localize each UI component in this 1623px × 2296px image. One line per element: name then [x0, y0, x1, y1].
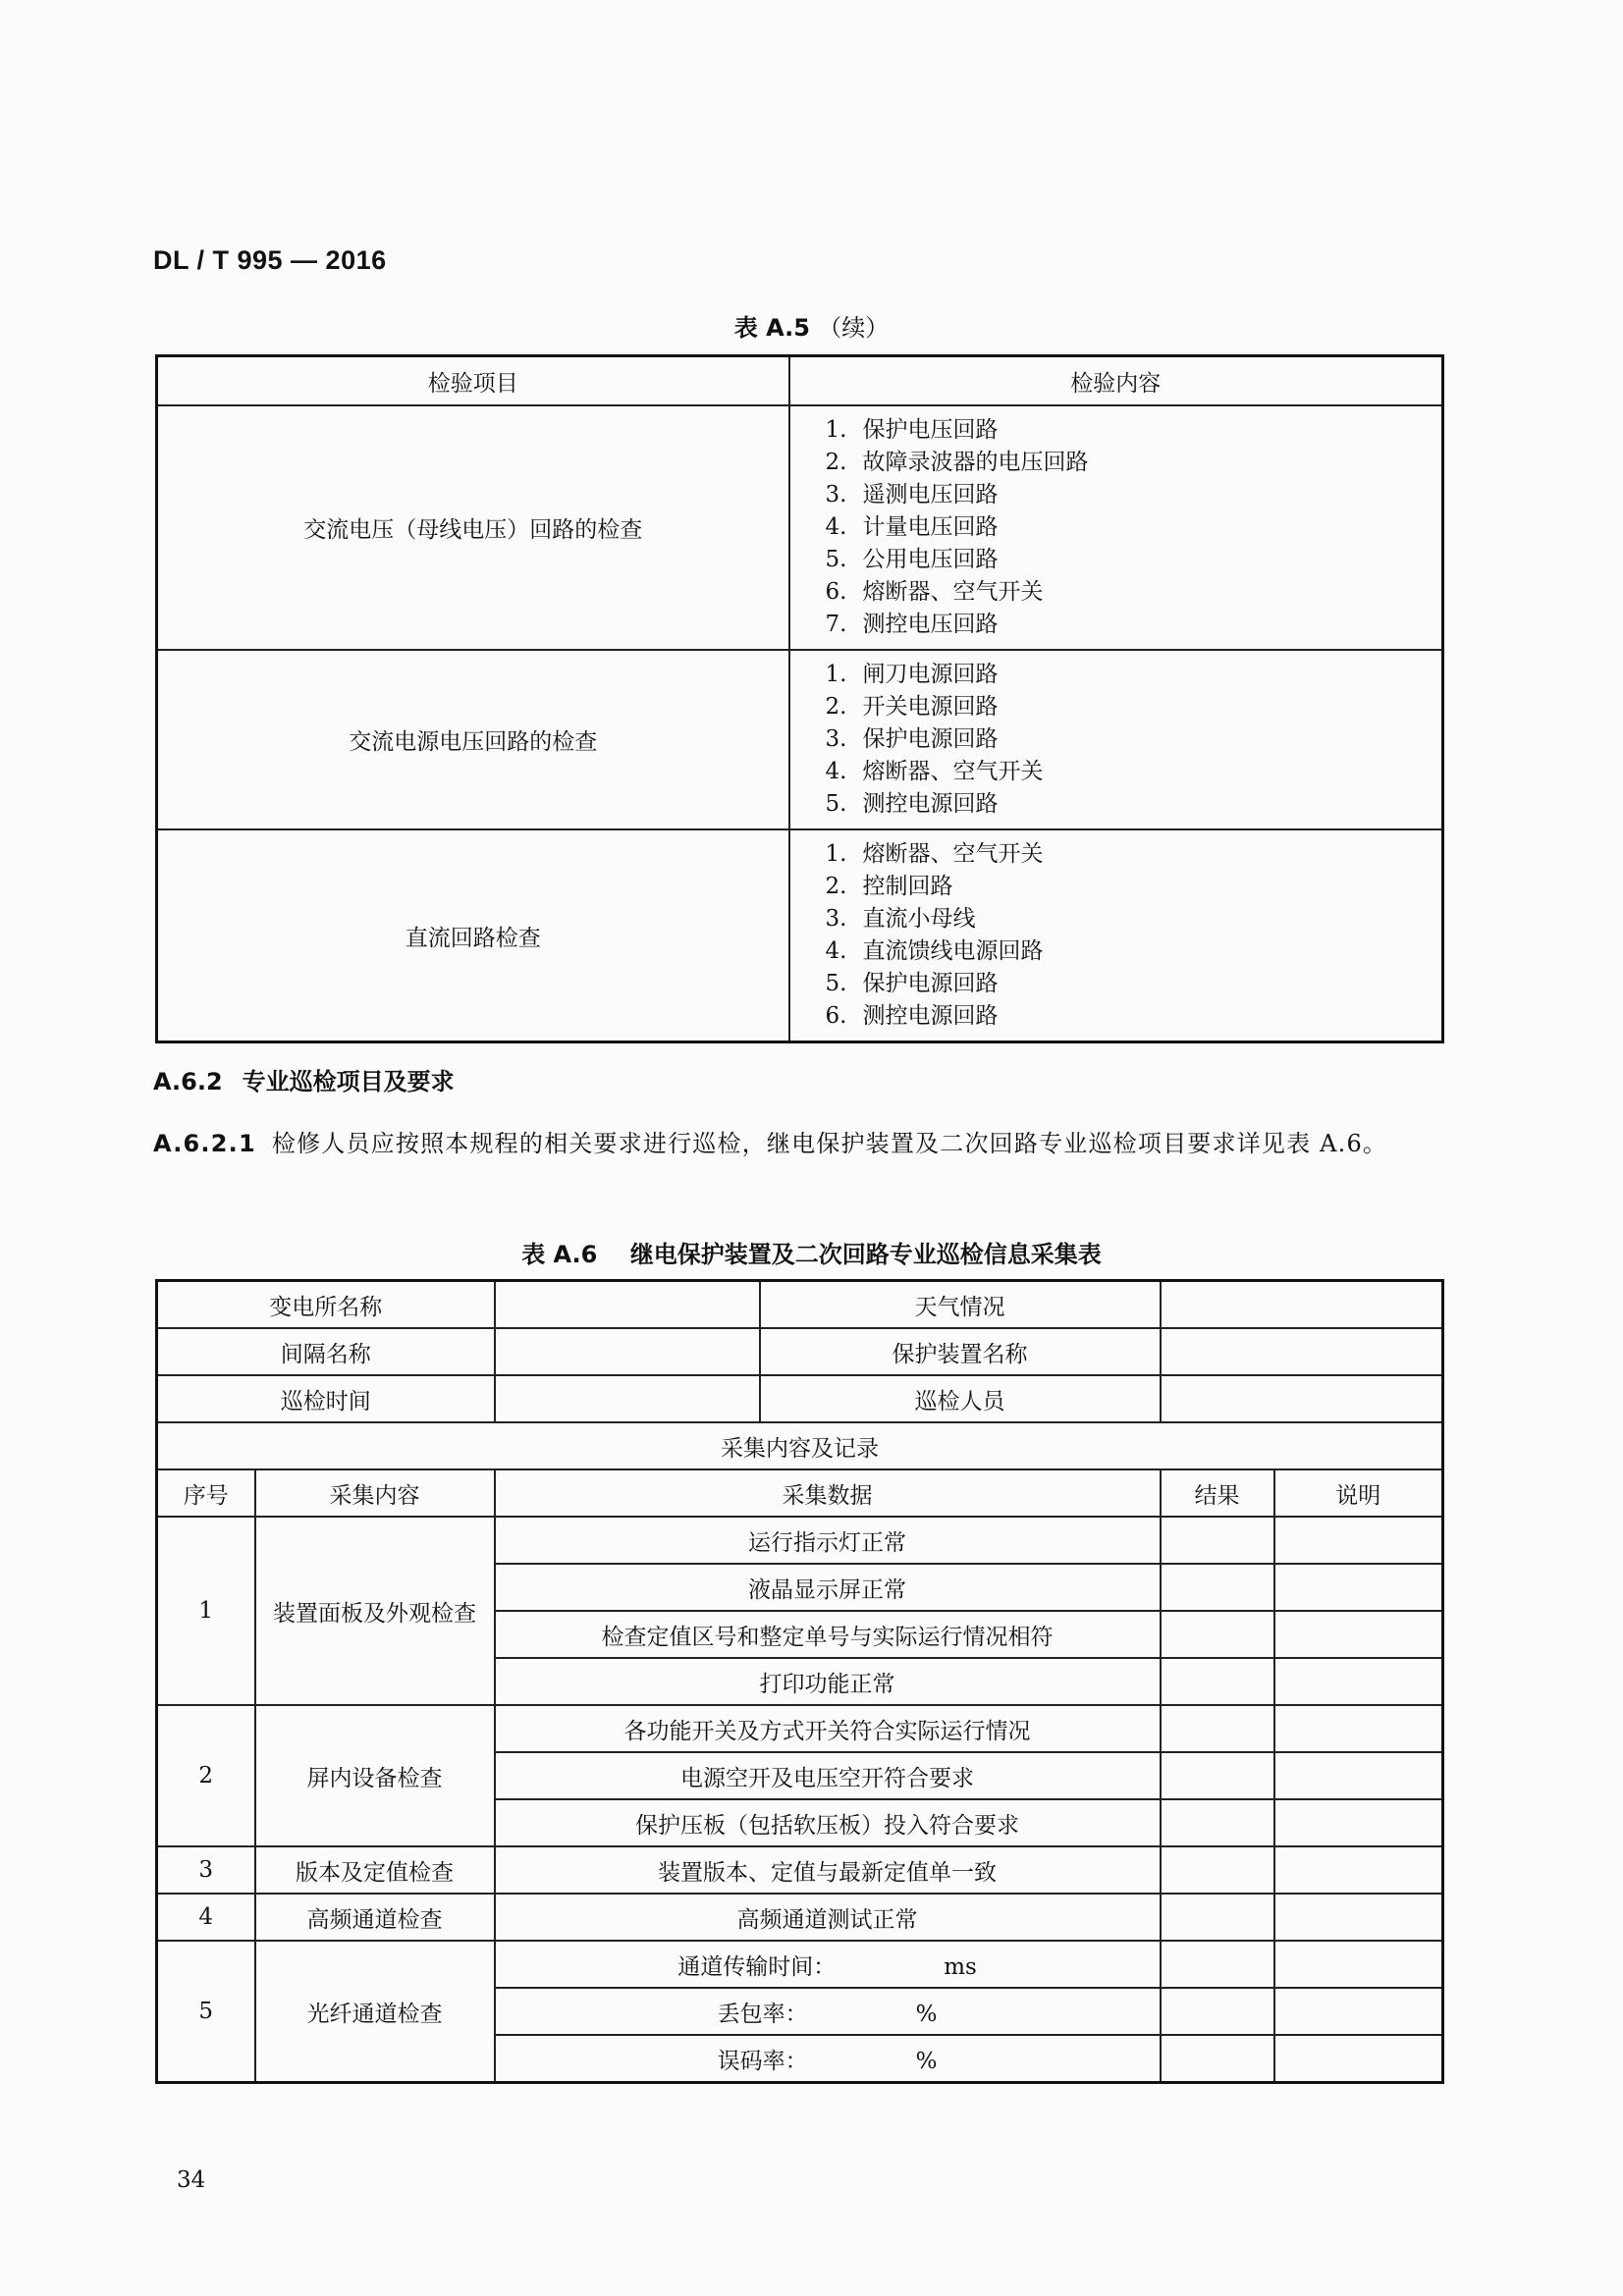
list-item	[826, 414, 1442, 447]
info-label-weather: 天气情况	[760, 1281, 1161, 1329]
result-cell[interactable]	[1161, 1799, 1274, 1846]
result-cell[interactable]	[1161, 1752, 1274, 1799]
list-item	[826, 609, 1442, 641]
row-number: 2	[157, 1705, 255, 1846]
collection-data	[495, 2035, 1161, 2083]
col-header-result: 结果	[1161, 1469, 1274, 1517]
list-item-number: 1.	[825, 417, 847, 443]
list-item-text: 保护电源回路	[862, 971, 999, 996]
collection-content: 屏内设备检查	[255, 1705, 495, 1846]
list-item-number: 6.	[825, 1003, 847, 1029]
list-item	[826, 659, 1442, 691]
measure-label: 丢包率：	[717, 2001, 808, 2027]
list-item	[826, 544, 1442, 576]
table-a5-col-item: 检验项目	[157, 356, 789, 406]
info-label-inspector: 巡检人员	[760, 1375, 1161, 1422]
paragraph-text: 检修人员应按照本规程的相关要求进行巡检，继电保护装置及二次回路专业巡检项目要求详见表 A.6。	[271, 1130, 1388, 1157]
note-cell[interactable]	[1274, 1517, 1443, 1564]
list-item	[826, 838, 1442, 871]
list-item-text: 熔断器、空气开关	[862, 579, 1044, 605]
list-item	[826, 576, 1442, 609]
result-cell[interactable]	[1161, 1988, 1274, 2035]
info-label-time: 巡检时间	[157, 1375, 495, 1422]
list-item-number: 4.	[825, 759, 847, 784]
col-header-no: 序号	[157, 1469, 255, 1517]
note-cell[interactable]	[1274, 1564, 1443, 1611]
result-cell[interactable]	[1161, 1846, 1274, 1894]
list-item-number: 2.	[825, 694, 847, 720]
list-item-text: 测控电压回路	[862, 612, 999, 637]
measure-unit: ms	[944, 1953, 977, 1980]
table-a5-content-list	[826, 659, 1442, 821]
result-cell[interactable]	[1161, 2035, 1274, 2083]
collection-data: 检查定值区号和整定单号与实际运行情况相符	[495, 1611, 1161, 1658]
table-a5-item: 直流回路检查	[157, 829, 789, 1042]
list-item	[826, 756, 1442, 788]
list-item-number: 5.	[825, 547, 847, 572]
list-item-number: 3.	[825, 482, 847, 507]
info-row	[157, 1328, 1443, 1375]
list-item	[826, 511, 1442, 544]
list-item-number: 5.	[825, 791, 847, 817]
section-heading	[153, 1062, 455, 1096]
row-number: 1	[157, 1517, 255, 1705]
note-cell[interactable]	[1274, 1705, 1443, 1752]
table-a5-content	[789, 829, 1443, 1042]
list-item	[826, 723, 1442, 756]
table-a6-body	[157, 1281, 1443, 2083]
table-a5-content	[789, 650, 1443, 829]
info-label-substation: 变电所名称	[157, 1281, 495, 1329]
row-number: 4	[157, 1894, 255, 1941]
measure-label: 通道传输时间：	[677, 1953, 837, 1980]
collection-data: 液晶显示屏正常	[495, 1564, 1161, 1611]
list-item-text: 测控电源回路	[862, 791, 999, 817]
list-item	[826, 691, 1442, 723]
info-value-weather[interactable]	[1161, 1281, 1443, 1329]
table-a6-title: 继电保护装置及二次回路专业巡检信息采集表	[629, 1241, 1102, 1268]
list-item-number: 3.	[825, 726, 847, 752]
collection-data: 高频通道测试正常	[495, 1894, 1161, 1941]
table-row	[157, 1894, 1443, 1941]
collection-data: 电源空开及电压空开符合要求	[495, 1752, 1161, 1799]
note-cell[interactable]	[1274, 1799, 1443, 1846]
collection-content: 光纤通道检查	[255, 1941, 495, 2083]
result-cell[interactable]	[1161, 1941, 1274, 1988]
table-row	[157, 1705, 1443, 1752]
collection-data: 运行指示灯正常	[495, 1517, 1161, 1564]
col-header-note: 说明	[1274, 1469, 1443, 1517]
table-a5-content	[789, 405, 1443, 650]
note-cell[interactable]	[1274, 1752, 1443, 1799]
list-item-text: 控制回路	[862, 874, 953, 899]
list-item	[826, 871, 1442, 903]
note-cell[interactable]	[1274, 2035, 1443, 2083]
collection-data	[495, 1941, 1161, 1988]
note-cell[interactable]	[1274, 1846, 1443, 1894]
measure-label: 误码率：	[717, 2048, 808, 2074]
result-cell[interactable]	[1161, 1517, 1274, 1564]
info-row	[157, 1281, 1443, 1329]
table-a5-row	[157, 405, 1443, 650]
info-label-bay: 间隔名称	[157, 1328, 495, 1375]
collection-data: 装置版本、定值与最新定值单一致	[495, 1846, 1161, 1894]
collection-data: 各功能开关及方式开关符合实际运行情况	[495, 1705, 1161, 1752]
collection-content: 装置面板及外观检查	[255, 1517, 495, 1705]
list-item-text: 开关电源回路	[862, 694, 999, 720]
list-item	[826, 968, 1442, 1000]
list-item-number: 4.	[825, 514, 847, 540]
table-a5-body	[157, 405, 1443, 1042]
table-a6	[155, 1279, 1444, 2084]
table-a5	[155, 354, 1444, 1043]
table-a5-content-list	[826, 414, 1442, 641]
list-item-text: 熔断器、空气开关	[862, 759, 1044, 784]
table-a5-caption	[0, 308, 1623, 343]
section-number: A.6.2	[153, 1068, 223, 1095]
list-item-number: 7.	[825, 612, 847, 637]
result-cell[interactable]	[1161, 1705, 1274, 1752]
table-a5-item: 交流电源电压回路的检查	[157, 650, 789, 829]
table-a6-caption-label: 表 A.6	[521, 1241, 598, 1268]
list-item	[826, 479, 1442, 511]
result-cell[interactable]	[1161, 1658, 1274, 1705]
result-cell[interactable]	[1161, 1611, 1274, 1658]
table-row	[157, 1941, 1443, 1988]
col-header-data: 采集数据	[495, 1469, 1161, 1517]
table-a5-row	[157, 829, 1443, 1042]
standard-id: DL / T 995 — 2016	[153, 245, 387, 275]
list-item-number: 2.	[825, 450, 847, 475]
collection-content: 版本及定值检查	[255, 1846, 495, 1894]
info-value-bay[interactable]	[495, 1328, 760, 1375]
row-number: 5	[157, 1941, 255, 2083]
list-item-text: 直流小母线	[862, 906, 976, 932]
note-cell[interactable]	[1274, 1988, 1443, 2035]
table-a5-header-row	[157, 356, 1443, 406]
list-item-text: 保护电源回路	[862, 726, 999, 752]
section-title: 专业巡检项目及要求	[242, 1068, 455, 1095]
collection-data	[495, 1988, 1161, 2035]
info-value-inspector[interactable]	[1161, 1375, 1443, 1422]
collection-content: 高频通道检查	[255, 1894, 495, 1941]
list-item-number: 6.	[825, 579, 847, 605]
column-header-row	[157, 1469, 1443, 1517]
list-item-number: 4.	[825, 938, 847, 964]
list-item	[826, 1000, 1442, 1033]
list-item-number: 1.	[825, 662, 847, 687]
collection-data: 保护压板（包括软压板）投入符合要求	[495, 1799, 1161, 1846]
collection-data: 打印功能正常	[495, 1658, 1161, 1705]
result-cell[interactable]	[1161, 1564, 1274, 1611]
measure-unit: %	[915, 2001, 938, 2027]
info-value-substation[interactable]	[495, 1281, 760, 1329]
collection-section-title: 采集内容及记录	[157, 1422, 1443, 1469]
list-item	[826, 447, 1442, 479]
result-cell[interactable]	[1161, 1894, 1274, 1941]
list-item-text: 闸刀电源回路	[862, 662, 999, 687]
list-item-number: 3.	[825, 906, 847, 932]
list-item-text: 公用电压回路	[862, 547, 999, 572]
list-item-number: 5.	[825, 971, 847, 996]
info-value-device[interactable]	[1161, 1328, 1443, 1375]
measure-unit: %	[915, 2048, 938, 2074]
info-value-time[interactable]	[495, 1375, 760, 1422]
section-title-row	[157, 1422, 1443, 1469]
list-item-number: 1.	[825, 841, 847, 867]
col-header-content: 采集内容	[255, 1469, 495, 1517]
list-item-text: 熔断器、空气开关	[862, 841, 1044, 867]
info-row	[157, 1375, 1443, 1422]
note-cell[interactable]	[1274, 1658, 1443, 1705]
paragraph-a621	[153, 1121, 1441, 1166]
list-item-text: 故障录波器的电压回路	[862, 450, 1089, 475]
list-item	[826, 903, 1442, 935]
table-a5-col-content: 检验内容	[789, 356, 1443, 406]
table-a5-item: 交流电压（母线电压）回路的检查	[157, 405, 789, 650]
table-a5-row	[157, 650, 1443, 829]
row-number: 3	[157, 1846, 255, 1894]
list-item-text: 测控电源回路	[862, 1003, 999, 1029]
list-item-text: 计量电压回路	[862, 514, 999, 540]
paragraph-number: A.6.2.1	[153, 1130, 256, 1157]
list-item-text: 遥测电压回路	[862, 482, 999, 507]
list-item	[826, 788, 1442, 821]
note-cell[interactable]	[1274, 1611, 1443, 1658]
note-cell[interactable]	[1274, 1894, 1443, 1941]
table-a6-caption	[0, 1235, 1623, 1269]
info-label-device: 保护装置名称	[760, 1328, 1161, 1375]
table-a5-caption-label: 表 A.5	[733, 314, 810, 342]
page-number: 34	[177, 2167, 206, 2193]
list-item	[826, 935, 1442, 968]
table-a5-content-list	[826, 838, 1442, 1033]
table-row	[157, 1517, 1443, 1564]
list-item-text: 保护电压回路	[862, 417, 999, 443]
list-item-number: 2.	[825, 874, 847, 899]
table-row	[157, 1846, 1443, 1894]
table-a5-continued: （续）	[818, 314, 890, 342]
list-item-text: 直流馈线电源回路	[862, 938, 1044, 964]
note-cell[interactable]	[1274, 1941, 1443, 1988]
